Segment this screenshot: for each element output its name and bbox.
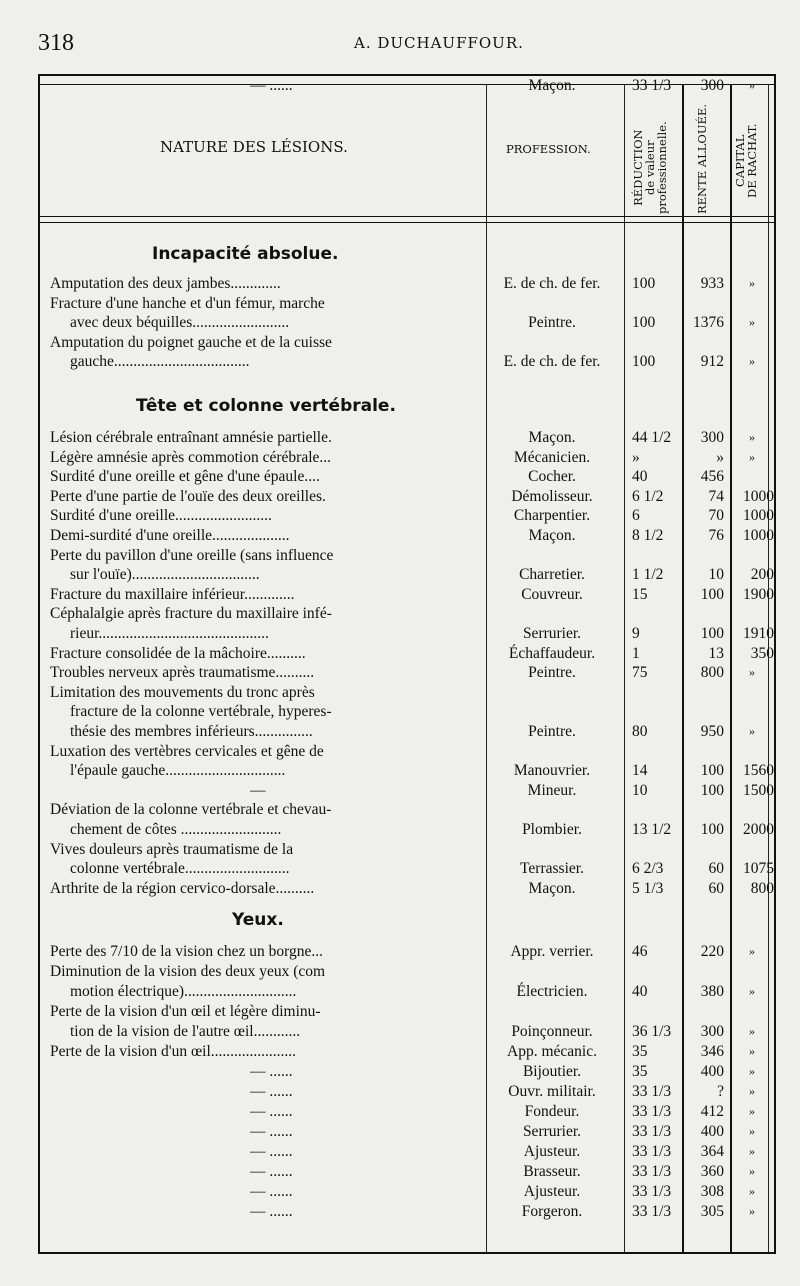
profession-cell: Plombier. [522,821,582,838]
lesion-description: colonne vertébrale........................... [70,860,290,878]
table-row [40,1062,778,1082]
profession-cell: Mineur. [527,781,577,799]
reduction-cell: 40 [632,468,648,486]
rente-cell: 100 [700,781,724,799]
lesion-description: — ...... [250,1063,293,1080]
profession-cell: Charpentier. [513,507,591,525]
reduction-cell: » [632,448,640,466]
table-row [40,1042,778,1062]
table-row [40,800,778,820]
lesion-description: avec deux béquilles......................... [70,314,290,331]
reduction-cell: 44 1/2 [632,429,672,446]
lesion-description: Amputation des deux jambes............. [50,275,281,292]
profession-cell: Maçon. [528,77,576,94]
lesion-description: Limitation des mouvements du tronc après [50,683,315,701]
table-row [40,624,778,644]
table-row [40,526,778,546]
table-row [40,585,778,605]
capital-cell: » [749,276,755,290]
capital-cell: 350 [750,644,774,662]
table-row [40,274,778,294]
capital-cell: » [749,78,755,92]
profession-cell: Peintre. [528,314,576,331]
section-title: Yeux. [232,910,284,930]
reduction-cell: 33 1/3 [632,1183,672,1200]
rente-cell: 308 [700,1183,724,1200]
lesion-description: Arthrite de la région cervico-dorsale.......... [50,879,315,897]
header-nature: NATURE DES LÉSIONS. [160,138,348,156]
table-row [40,604,778,624]
lesion-description: sur l'ouïe)................................. [70,566,260,584]
rente-cell: 70 [708,507,724,525]
table-row [40,565,778,585]
lesion-description: Perte d'une partie de l'ouïe des deux oreilles. [50,487,326,505]
profession-cell: Démolisseur. [511,487,593,505]
table-row [40,1122,778,1142]
table-row [40,1142,778,1162]
table-row [40,722,778,742]
profession-cell: Peintre. [528,723,576,740]
table-row [40,76,778,96]
capital-cell: » [749,1204,755,1218]
profession-cell: Brasseur. [523,1163,581,1180]
rente-cell: 13 [708,644,724,662]
reduction-cell: 35 [632,1043,648,1060]
lesion-description: Perte des 7/10 de la vision chez un borgne... [50,943,324,960]
lesion-description: fracture de la colonne vertébrale, hyperes- [70,703,332,721]
rente-cell: 220 [700,943,724,960]
reduction-cell: 35 [632,1063,648,1080]
profession-cell: Couvreur. [521,585,583,603]
reduction-cell: 100 [632,353,656,370]
rente-cell: 76 [708,527,724,544]
table-row [40,467,778,487]
table-row [40,487,778,507]
reduction-cell: 6 1/2 [632,487,664,505]
lesion-description: chement de côtes .......................... [70,821,282,838]
table-row [40,879,778,899]
profession-cell: Terrassier. [520,860,584,878]
running-head [34,30,774,58]
reduction-cell: 6 [632,507,640,525]
lesion-description: — ...... [250,1183,293,1200]
lesion-description: motion électrique)............................. [70,983,297,1000]
lesion-description: Perte de la vision d'un œil...................... [50,1043,297,1060]
capital-cell: 800 [750,879,774,897]
capital-cell: » [749,315,755,329]
profession-cell: Fondeur. [524,1103,580,1120]
lesion-description: Déviation de la colonne vertébrale et chevau- [50,801,332,819]
profession-cell: Serrurier. [522,1123,582,1140]
table-row [40,702,778,722]
capital-cell: » [749,354,755,368]
capital-cell: » [749,1104,755,1118]
reduction-cell: 1 1/2 [632,566,664,584]
table-row [40,294,778,314]
rente-cell: 933 [700,275,724,292]
header-reduction: RÉDUCTION de valeur professionnelle. [631,121,669,214]
rente-cell: 360 [700,1163,724,1180]
table-row [40,352,778,372]
table-row [40,644,778,664]
table-row [40,1022,778,1042]
capital-cell: » [749,430,755,444]
capital-cell: » [749,944,755,958]
reduction-cell: 80 [632,723,648,740]
reduction-cell: 33 1/3 [632,1143,672,1160]
capital-cell: » [749,1184,755,1198]
reduction-cell: 9 [632,625,640,642]
reduction-cell: 5 1/3 [632,879,664,897]
table-row [40,1082,778,1102]
rente-cell: 300 [700,1023,724,1040]
lesion-description: thésie des membres inférieurs............... [70,723,313,740]
rente-cell: 100 [700,625,724,642]
profession-cell: Manouvrier. [513,762,591,780]
capital-cell: » [749,1124,755,1138]
table-row [40,1182,778,1202]
profession-cell: Peintre. [528,664,576,682]
lesion-description: Perte du pavillon d'une oreille (sans influence [50,546,334,564]
rente-cell: 100 [700,585,724,603]
table-row [40,506,778,526]
lesion-description: rieur............................................ [70,625,269,642]
lesion-description: l'épaule gauche............................... [70,762,286,780]
table-row [40,982,778,1002]
lesion-description: gauche................................... [70,353,250,370]
lesion-description: — ...... [250,1103,293,1120]
lesion-description: Vives douleurs après traumatisme de la [50,840,294,858]
rente-cell: 100 [700,821,724,838]
reduction-cell: 75 [632,664,648,682]
lesion-description: — ...... [250,1203,293,1220]
rente-cell: 950 [700,723,724,740]
reduction-cell: 6 2/3 [632,860,664,878]
injury-table [38,74,776,1254]
header-capital: CAPITAL DE RACHAT. [733,123,759,198]
table-row [40,820,778,840]
lesion-description: Légère amnésie après commotion cérébrale... [50,448,332,466]
reduction-cell: 33 1/3 [632,1203,672,1220]
capital-cell: » [749,984,755,998]
reduction-cell: 1 [632,644,640,662]
capital-cell: » [749,665,755,680]
reduction-cell: 36 1/3 [632,1023,672,1040]
reduction-cell: 33 1/3 [632,1103,672,1120]
section-title: Incapacité absolue. [152,244,339,264]
table-row [40,942,778,962]
lesion-description: Amputation du poignet gauche et de la cuisse [50,333,332,351]
rente-cell: 412 [700,1103,724,1120]
rente-cell: 364 [700,1143,724,1160]
reduction-cell: 10 [632,781,648,799]
profession-cell: Forgeron. [521,1203,583,1220]
rente-cell: 400 [700,1063,724,1080]
table-row [40,683,778,703]
lesion-description: — [250,781,266,799]
reduction-cell: 33 1/3 [632,1163,672,1180]
profession-cell: Maçon. [528,429,576,446]
rente-cell: 10 [708,566,724,584]
lesion-description: Lésion cérébrale entraînant amnésie partielle. [50,429,332,446]
lesion-description: Fracture consolidée de la mâchoire.......... [50,644,306,662]
capital-cell: » [749,724,755,738]
capital-cell: 1075 [743,860,774,878]
profession-cell: Poinçonneur. [511,1023,593,1040]
capital-cell: » [749,1164,755,1178]
rente-cell: 300 [700,429,724,446]
lesion-description: Troubles nerveux après traumatisme.......... [50,664,315,682]
lesion-description: Fracture du maxillaire inférieur............. [50,585,295,603]
capital-cell: » [749,1044,755,1058]
reduction-cell: 8 1/2 [632,527,664,544]
profession-cell: Échaffaudeur. [508,644,596,662]
table-row [40,742,778,762]
rente-cell: 400 [700,1123,724,1140]
rente-cell: 60 [708,860,724,878]
profession-cell: Mécanicien. [513,448,591,466]
rente-cell: 100 [700,762,724,780]
capital-cell: » [749,1084,755,1098]
profession-cell: Maçon. [528,879,576,897]
capital-cell: 1000 [743,487,774,505]
capital-cell: 1900 [743,585,774,603]
page-number: 318 [38,30,74,56]
table-row [40,448,778,468]
reduction-cell: 100 [632,275,656,292]
table-row [40,546,778,566]
profession-cell: Ajusteur. [523,1143,581,1160]
profession-cell: E. de ch. de fer. [503,275,601,292]
table-row [40,1102,778,1122]
table-row [40,333,778,353]
table-row [40,1162,778,1182]
rente-cell: » [716,448,724,466]
lesion-description: Céphalalgie après fracture du maxillaire infé- [50,605,332,623]
profession-cell: Ajusteur. [523,1183,581,1200]
reduction-cell: 15 [632,585,648,603]
lesion-description: Demi-surdité d'une oreille.................... [50,527,290,544]
lesion-description: — ...... [250,1083,293,1100]
table-row [40,1002,778,1022]
table-row [40,840,778,860]
profession-cell: Maçon. [528,527,576,544]
table-row [40,781,778,801]
rente-cell: 380 [700,983,724,1000]
reduction-cell: 46 [632,943,648,960]
reduction-cell: 33 1/3 [632,1083,672,1100]
lesion-description: Fracture d'une hanche et d'un fémur, marche [50,294,325,312]
table-row [40,962,778,982]
capital-cell: 1000 [743,507,774,525]
capital-cell: 2000 [743,821,774,838]
rente-cell: ? [717,1083,724,1100]
profession-cell: E. de ch. de fer. [503,353,601,370]
rente-cell: 346 [700,1043,724,1060]
profession-cell: Cocher. [528,468,576,486]
table-header [40,86,774,218]
header-profession: PROFESSION. [506,142,591,156]
rente-cell: 456 [700,468,724,486]
lesion-description: — ...... [250,77,293,94]
rente-cell: 305 [700,1203,724,1220]
table-row [40,663,778,683]
capital-cell: » [749,1064,755,1078]
lesion-description: tion de la vision de l'autre œil............ [70,1023,301,1040]
rente-cell: 300 [700,77,724,94]
capital-cell: 1910 [743,625,774,642]
header-rente: RENTE ALLOUÉE. [695,104,709,214]
profession-cell: Électricien. [516,983,588,1000]
section-title: Tête et colonne vertébrale. [136,396,396,416]
capital-cell: 200 [750,566,774,584]
reduction-cell: 33 1/3 [632,77,672,94]
lesion-description: — ...... [250,1143,293,1160]
rente-cell: 60 [708,879,724,897]
profession-cell: Charretier. [519,566,585,584]
profession-cell: Serrurier. [522,625,582,642]
reduction-cell: 14 [632,762,648,780]
reduction-cell: 13 1/2 [632,821,672,838]
capital-cell: 1000 [743,527,774,544]
rente-cell: 1376 [693,314,724,331]
rente-cell: 74 [708,487,724,505]
table-row [40,428,778,448]
profession-cell: Appr. verrier. [510,943,594,960]
lesion-description: Diminution de la vision des deux yeux (com [50,963,326,980]
profession-cell: Bijoutier. [522,1063,582,1080]
rente-cell: 912 [700,353,724,370]
table-row [40,859,778,879]
running-title: A. DUCHAUFFOUR. [354,34,524,52]
capital-cell: 1560 [743,762,774,780]
capital-cell: » [749,449,755,464]
lesion-description: Surdité d'une oreille......................... [50,507,272,525]
rente-cell: 800 [700,664,724,682]
capital-cell: 1500 [743,781,774,799]
profession-cell: Ouvr. militair. [508,1083,596,1100]
lesion-description: Surdité d'une oreille et gêne d'une épaule.... [50,468,320,486]
capital-cell: » [749,1144,755,1158]
table-row [40,313,778,333]
reduction-cell: 33 1/3 [632,1123,672,1140]
table-row [40,761,778,781]
lesion-description: — ...... [250,1123,293,1140]
reduction-cell: 40 [632,983,648,1000]
table-row [40,1202,778,1222]
reduction-cell: 100 [632,314,656,331]
profession-cell: App. mécanic. [507,1043,597,1060]
lesion-description: Perte de la vision d'un œil et légère diminu- [50,1003,321,1020]
lesion-description: — ...... [250,1163,293,1180]
lesion-description: Luxation des vertèbres cervicales et gêne de [50,742,324,760]
capital-cell: » [749,1024,755,1038]
